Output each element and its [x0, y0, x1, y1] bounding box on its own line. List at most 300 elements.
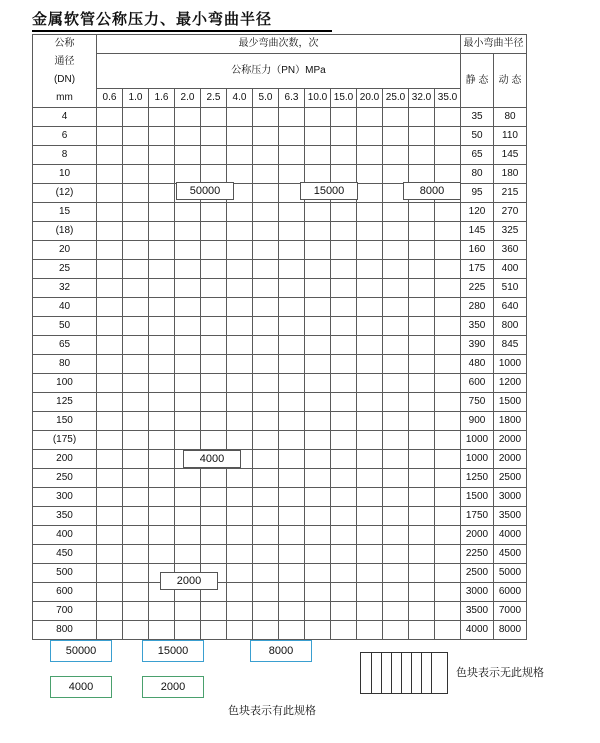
pressure-cell [305, 108, 331, 127]
pressure-cell [253, 526, 279, 545]
pressure-cell [227, 336, 253, 355]
radius-static-cell: 175 [461, 260, 494, 279]
pressure-cell [383, 545, 409, 564]
pressure-cell [409, 298, 435, 317]
pressure-cell [435, 222, 461, 241]
pressure-cell [383, 336, 409, 355]
pressure-cell [357, 260, 383, 279]
pressure-cell [305, 355, 331, 374]
pressure-cell [305, 545, 331, 564]
table-row [33, 507, 527, 526]
pressure-cell [227, 374, 253, 393]
table-row [33, 260, 527, 279]
dn-cell: 50 [33, 317, 97, 336]
pressure-cell [149, 431, 175, 450]
pressure-cell [435, 241, 461, 260]
pressure-cell [175, 146, 201, 165]
header-row-2 [33, 54, 527, 89]
pn-value-header: 0.6 [97, 89, 123, 108]
pressure-cell [409, 488, 435, 507]
pressure-cell [279, 488, 305, 507]
pressure-cell [357, 146, 383, 165]
pressure-cell [201, 279, 227, 298]
pressure-cell [383, 393, 409, 412]
radius-dynamic-cell: 2500 [494, 469, 527, 488]
pressure-cell [227, 507, 253, 526]
pressure-cell [97, 336, 123, 355]
pressure-cell [201, 621, 227, 640]
bend-count-header: 最少弯曲次数，次 [97, 35, 461, 54]
pressure-cell [201, 165, 227, 184]
pressure-cell [383, 317, 409, 336]
radius-dynamic-cell: 3500 [494, 507, 527, 526]
pressure-cell [409, 317, 435, 336]
pressure-cell [149, 621, 175, 640]
pn-value-header: 2.5 [201, 89, 227, 108]
pressure-cell [149, 184, 175, 203]
pressure-cell [357, 412, 383, 431]
radius-static-cell: 80 [461, 165, 494, 184]
pressure-cell [253, 393, 279, 412]
pressure-cell [149, 222, 175, 241]
radius-static-cell: 280 [461, 298, 494, 317]
pressure-cell [279, 545, 305, 564]
pressure-cell [331, 279, 357, 298]
pressure-cell [383, 279, 409, 298]
pressure-cell [305, 564, 331, 583]
pressure-cell [383, 165, 409, 184]
pressure-cell [97, 564, 123, 583]
pressure-cell [279, 203, 305, 222]
pressure-cell [97, 602, 123, 621]
header-row-1 [33, 35, 527, 54]
blank-swatch [360, 652, 448, 694]
pressure-cell [149, 241, 175, 260]
dn-header-cell [33, 35, 97, 108]
pressure-cell [331, 393, 357, 412]
pressure-cell [383, 298, 409, 317]
pressure-cell [175, 355, 201, 374]
pressure-cell [123, 222, 149, 241]
radius-dynamic-cell: 2000 [494, 431, 527, 450]
pressure-cell [123, 127, 149, 146]
table-row [33, 564, 527, 583]
radius-dynamic-cell: 1500 [494, 393, 527, 412]
table-row [33, 279, 527, 298]
grid-value-label: 8000 [403, 182, 461, 200]
pressure-cell [357, 526, 383, 545]
dn-cell: 10 [33, 165, 97, 184]
radius-static-cell: 600 [461, 374, 494, 393]
pressure-cell [227, 602, 253, 621]
pressure-cell [123, 393, 149, 412]
pressure-cell [435, 545, 461, 564]
pressure-cell [409, 355, 435, 374]
pressure-cell [279, 355, 305, 374]
dn-cell: 250 [33, 469, 97, 488]
pn-value-header: 32.0 [409, 89, 435, 108]
pressure-cell [253, 336, 279, 355]
pressure-cell [253, 222, 279, 241]
pressure-cell [279, 165, 305, 184]
pressure-cell [357, 564, 383, 583]
pressure-cell [383, 583, 409, 602]
pressure-cell [331, 412, 357, 431]
pressure-cell [435, 279, 461, 298]
legend-item: 2000 [142, 676, 204, 698]
pressure-cell [97, 146, 123, 165]
pressure-cell [123, 412, 149, 431]
dn-header-line-4: mm [56, 92, 73, 103]
pressure-cell [201, 298, 227, 317]
pressure-cell [201, 488, 227, 507]
pressure-cell [331, 336, 357, 355]
pressure-cell [305, 583, 331, 602]
pressure-cell [149, 469, 175, 488]
pressure-cell [279, 374, 305, 393]
table-row [33, 317, 527, 336]
pressure-cell [123, 203, 149, 222]
pressure-cell [435, 146, 461, 165]
header-row-3 [33, 89, 527, 108]
pressure-cell [279, 279, 305, 298]
pressure-cell [175, 241, 201, 260]
pressure-cell [279, 526, 305, 545]
pressure-cell [201, 393, 227, 412]
pn-value-header: 15.0 [331, 89, 357, 108]
radius-dynamic-cell: 7000 [494, 602, 527, 621]
pressure-cell [435, 298, 461, 317]
pressure-cell [331, 602, 357, 621]
table-row [33, 108, 527, 127]
pressure-cell [123, 108, 149, 127]
legend-note-no-spec: 色块表示无此规格 [456, 667, 544, 679]
dn-header-line-1: 公称 [54, 38, 75, 49]
pressure-cell [331, 583, 357, 602]
pressure-cell [253, 374, 279, 393]
pressure-cell [331, 526, 357, 545]
pressure-cell [383, 374, 409, 393]
pressure-cell [175, 279, 201, 298]
radius-static-cell: 900 [461, 412, 494, 431]
pressure-cell [357, 184, 383, 203]
pressure-cell [123, 564, 149, 583]
pressure-cell [201, 222, 227, 241]
pressure-cell [279, 507, 305, 526]
pressure-cell [253, 469, 279, 488]
table-row [33, 355, 527, 374]
pressure-cell [331, 431, 357, 450]
grid-value-label: 2000 [160, 572, 218, 590]
pressure-cell [149, 412, 175, 431]
pressure-cell [201, 127, 227, 146]
pressure-cell [357, 602, 383, 621]
pressure-cell [305, 127, 331, 146]
pressure-cell [409, 431, 435, 450]
table-row [33, 146, 527, 165]
pressure-cell [435, 317, 461, 336]
legend-item: 50000 [50, 640, 112, 662]
pressure-cell [279, 127, 305, 146]
dn-cell: 500 [33, 564, 97, 583]
pressure-cell [331, 241, 357, 260]
grid-value-label: 50000 [176, 182, 234, 200]
pressure-cell [175, 298, 201, 317]
pressure-cell [409, 564, 435, 583]
pressure-cell [149, 336, 175, 355]
pressure-cell [97, 222, 123, 241]
pressure-cell [149, 260, 175, 279]
pressure-cell [149, 317, 175, 336]
pressure-cell [383, 507, 409, 526]
table-head [33, 35, 527, 108]
table-row [33, 412, 527, 431]
legend-item: 15000 [142, 640, 204, 662]
radius-dynamic-cell: 400 [494, 260, 527, 279]
pressure-cell [331, 298, 357, 317]
pressure-cell [97, 127, 123, 146]
pressure-cell [305, 241, 331, 260]
dn-cell: 65 [33, 336, 97, 355]
pressure-cell [279, 564, 305, 583]
pressure-cell [227, 564, 253, 583]
pressure-cell [331, 355, 357, 374]
pressure-cell [175, 488, 201, 507]
pressure-cell [227, 355, 253, 374]
pressure-cell [201, 374, 227, 393]
radius-dynamic-cell: 110 [494, 127, 527, 146]
radius-static-cell: 1250 [461, 469, 494, 488]
pressure-cell [357, 165, 383, 184]
pressure-cell [409, 621, 435, 640]
pressure-cell [149, 526, 175, 545]
pressure-cell [123, 583, 149, 602]
pressure-cell [227, 621, 253, 640]
pressure-cell [435, 108, 461, 127]
pressure-cell [383, 526, 409, 545]
pressure-cell [357, 450, 383, 469]
pressure-cell [123, 374, 149, 393]
pn-value-header: 2.0 [175, 89, 201, 108]
pressure-cell [279, 336, 305, 355]
pressure-cell [331, 469, 357, 488]
pressure-cell [305, 336, 331, 355]
pressure-cell [201, 260, 227, 279]
pressure-cell [383, 412, 409, 431]
pressure-cell [123, 260, 149, 279]
radius-static-cell: 4000 [461, 621, 494, 640]
radius-dynamic-cell: 6000 [494, 583, 527, 602]
pressure-cell [305, 393, 331, 412]
pressure-cell [149, 203, 175, 222]
grid-value-label: 4000 [183, 450, 241, 468]
pn-value-header: 35.0 [435, 89, 461, 108]
pressure-cell [357, 336, 383, 355]
radius-static-cell: 50 [461, 127, 494, 146]
pressure-cell [149, 279, 175, 298]
pressure-cell [253, 450, 279, 469]
pressure-cell [409, 127, 435, 146]
pressure-cell [149, 507, 175, 526]
pressure-cell [435, 431, 461, 450]
pressure-cell [331, 317, 357, 336]
pressure-cell [149, 393, 175, 412]
radius-static-cell: 225 [461, 279, 494, 298]
pressure-cell [279, 260, 305, 279]
pressure-cell [123, 469, 149, 488]
pressure-cell [175, 222, 201, 241]
dn-cell: 400 [33, 526, 97, 545]
pressure-cell [97, 469, 123, 488]
radius-dynamic-cell: 8000 [494, 621, 527, 640]
pressure-cell [149, 488, 175, 507]
table-row [33, 602, 527, 621]
pressure-cell [175, 602, 201, 621]
pressure-cell [435, 450, 461, 469]
radius-dynamic-cell: 4500 [494, 545, 527, 564]
pressure-cell [357, 298, 383, 317]
radius-static-cell: 120 [461, 203, 494, 222]
pressure-cell [97, 450, 123, 469]
pressure-cell [149, 355, 175, 374]
pressure-cell [227, 279, 253, 298]
radius-dynamic-cell: 3000 [494, 488, 527, 507]
pressure-cell [175, 526, 201, 545]
pressure-cell [123, 488, 149, 507]
dn-cell: 6 [33, 127, 97, 146]
pressure-cell [279, 317, 305, 336]
pressure-cell [253, 431, 279, 450]
pn-value-header: 20.0 [357, 89, 383, 108]
pressure-cell [435, 412, 461, 431]
pressure-cell [97, 260, 123, 279]
radius-dynamic-cell: 5000 [494, 564, 527, 583]
pressure-cell [201, 412, 227, 431]
pressure-cell [305, 260, 331, 279]
table-row [33, 450, 527, 469]
radius-static-cell: 480 [461, 355, 494, 374]
pressure-cell [409, 545, 435, 564]
pressure-cell [435, 203, 461, 222]
pressure-cell [97, 393, 123, 412]
pressure-cell [279, 469, 305, 488]
pressure-cell [435, 165, 461, 184]
pressure-cell [97, 203, 123, 222]
table-row [33, 165, 527, 184]
dn-cell: 350 [33, 507, 97, 526]
radius-dynamic-cell: 215 [494, 184, 527, 203]
pressure-cell [149, 146, 175, 165]
pressure-cell [123, 450, 149, 469]
pressure-cell [305, 431, 331, 450]
table-row [33, 336, 527, 355]
pressure-cell [227, 412, 253, 431]
pressure-cell [149, 374, 175, 393]
pressure-cell [227, 583, 253, 602]
pressure-cell [253, 545, 279, 564]
table-row [33, 583, 527, 602]
radius-static-cell: 1000 [461, 450, 494, 469]
pressure-cell [149, 545, 175, 564]
pressure-cell [97, 298, 123, 317]
pressure-cell [201, 146, 227, 165]
pressure-cell [123, 507, 149, 526]
pressure-cell [253, 127, 279, 146]
pressure-cell [383, 260, 409, 279]
dn-cell: 25 [33, 260, 97, 279]
pressure-cell [409, 165, 435, 184]
pressure-cell [409, 374, 435, 393]
pressure-cell [305, 317, 331, 336]
dn-cell: (175) [33, 431, 97, 450]
pressure-cell [97, 412, 123, 431]
pressure-cell [201, 602, 227, 621]
pressure-cell [123, 184, 149, 203]
pressure-cell [435, 393, 461, 412]
pressure-cell [331, 222, 357, 241]
pressure-cell [383, 355, 409, 374]
dn-cell: 125 [33, 393, 97, 412]
pressure-cell [253, 564, 279, 583]
pn-value-header: 10.0 [305, 89, 331, 108]
radius-static-cell: 160 [461, 241, 494, 260]
pressure-cell [383, 222, 409, 241]
pressure-cell [435, 336, 461, 355]
radius-static-cell: 35 [461, 108, 494, 127]
pressure-cell [383, 241, 409, 260]
pressure-cell [357, 583, 383, 602]
pressure-cell [97, 621, 123, 640]
pressure-cell [97, 583, 123, 602]
radius-static-cell: 65 [461, 146, 494, 165]
pressure-cell [383, 127, 409, 146]
radius-static-cell: 2000 [461, 526, 494, 545]
pressure-cell [305, 526, 331, 545]
pressure-cell [357, 374, 383, 393]
pressure-cell [175, 260, 201, 279]
table-row [33, 469, 527, 488]
pressure-cell [409, 241, 435, 260]
pressure-cell [357, 241, 383, 260]
radius-static-cell: 350 [461, 317, 494, 336]
pressure-cell [123, 545, 149, 564]
pressure-cell [279, 431, 305, 450]
dn-cell: (18) [33, 222, 97, 241]
radius-dynamic-cell: 4000 [494, 526, 527, 545]
pressure-cell [175, 374, 201, 393]
pressure-cell [149, 108, 175, 127]
pressure-cell [279, 222, 305, 241]
pressure-cell [253, 621, 279, 640]
spec-table [32, 34, 527, 640]
pressure-cell [149, 450, 175, 469]
radius-static-cell: 145 [461, 222, 494, 241]
spec-table-wrap [32, 34, 527, 640]
pressure-cell [253, 355, 279, 374]
pressure-cell [409, 507, 435, 526]
table-row [33, 241, 527, 260]
pressure-cell [383, 450, 409, 469]
pressure-cell [331, 203, 357, 222]
pressure-cell [175, 469, 201, 488]
pressure-cell [227, 298, 253, 317]
pressure-cell [97, 431, 123, 450]
pressure-cell [97, 241, 123, 260]
pressure-cell [201, 336, 227, 355]
pressure-cell [435, 469, 461, 488]
radius-dynamic-cell: 800 [494, 317, 527, 336]
table-row [33, 393, 527, 412]
